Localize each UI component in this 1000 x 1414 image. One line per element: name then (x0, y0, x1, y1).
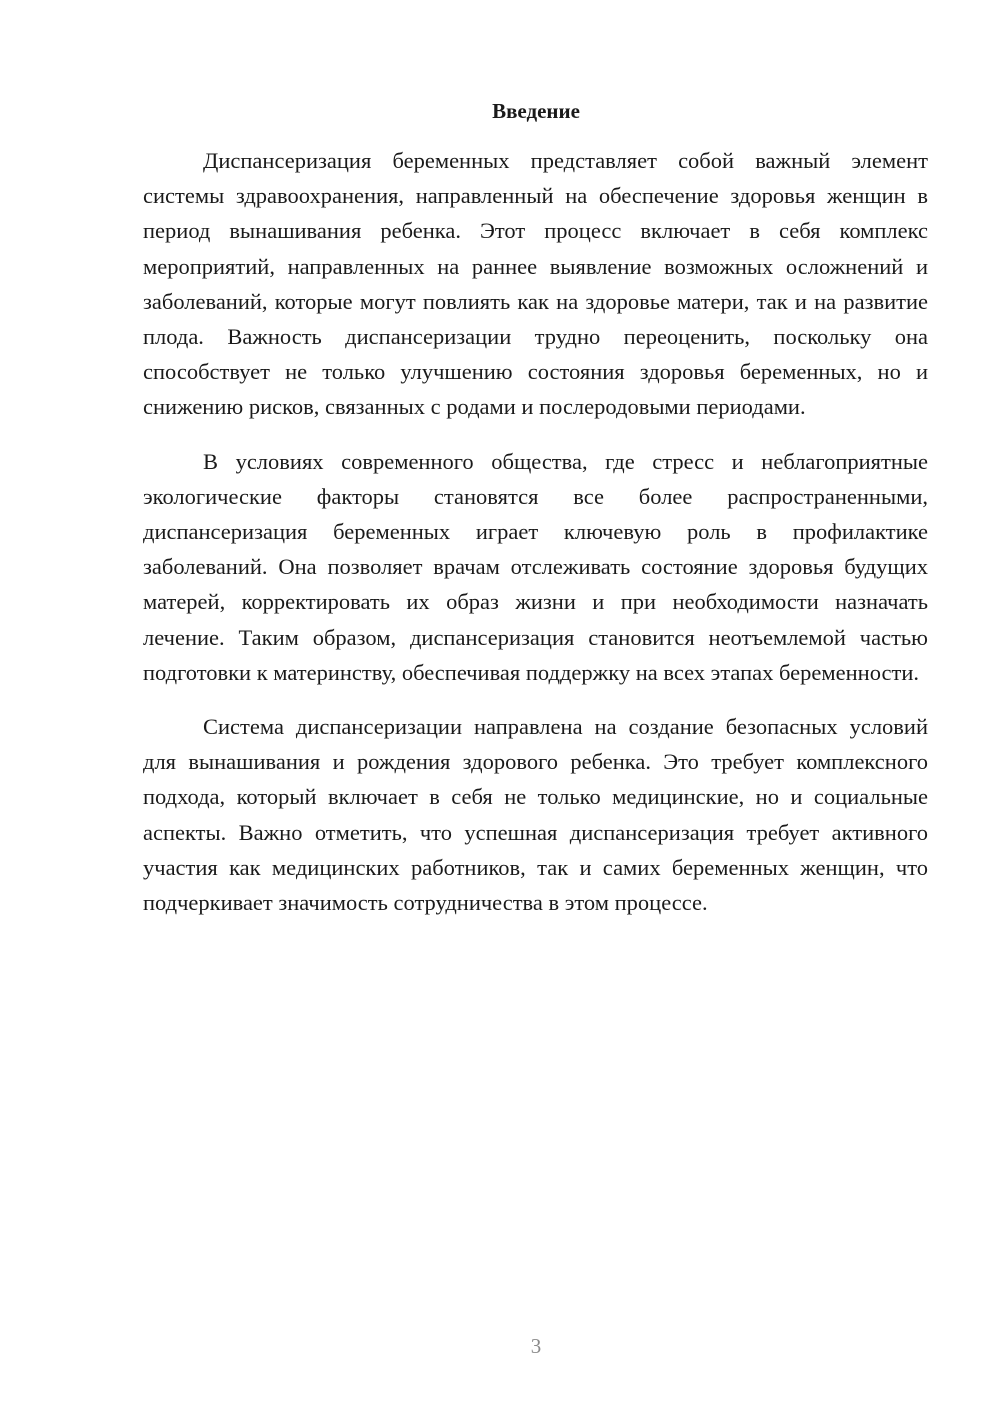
document-body (143, 143, 928, 939)
page-number: 3 (530, 1334, 542, 1358)
paragraph-2: В условиях современного общества, где стресс и неблагоприятные экологические факторы становятся все более распространенными, диспансеризация беременных играет ключевую роль в профилактике заболеваний. Она позволяет врачам отслеживать состояние здоровья будущих матерей, корректировать их образ жизни и при необходимости назначать лечение. Таким образом, диспансеризация становится неотъемлемой частью подготовки к материнству, обеспечивая поддержку на всех этапах беременности. (143, 448, 928, 685)
paragraph-1: Диспансеризация беременных представляет собой важный элемент системы здравоохранения, направленный на обеспечение здоровья женщин в период вынашивания ребенка. Этот процесс включает в себя комплекс мероприятий, направленных на раннее выявление возможных осложнений и заболеваний, которые могут повлиять как на здоровье матери, так и на развитие плода. Важность диспансеризации трудно переоценить, поскольку она способствует не только улучшению состояния здоровья беременных, но и снижению рисков, связанных с родами и послеродовыми периодами. (143, 148, 928, 420)
paragraph-3: Система диспансеризации направлена на создание безопасных условий для вынашивания и рождения здорового ребенка. Это требует комплексного подхода, который включает в себя не только медицинские, но и социальные аспекты. Важно отметить, что успешная диспансеризация требует активного участия как медицинских работников, так и самих беременных женщин, что подчеркивает значимость сотрудничества в этом процессе. (143, 714, 928, 916)
section-title: Введение (492, 99, 580, 123)
